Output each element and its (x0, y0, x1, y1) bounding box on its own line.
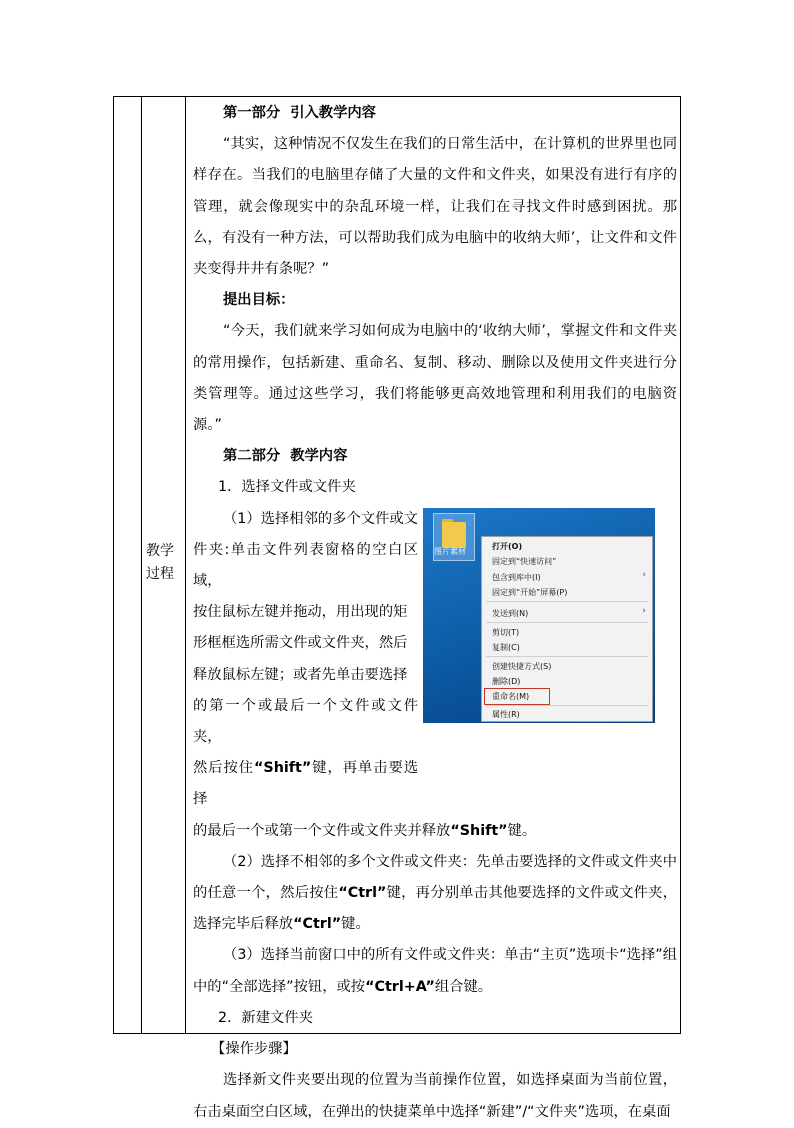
goal-heading: 提出目标： (223, 292, 295, 309)
folder-label: 图片素材 (434, 546, 466, 556)
section2-title-number: 第二部分 (223, 448, 281, 465)
item1-title: 1．选择文件或文件夹 (218, 479, 356, 496)
ctrl-key-label: “Ctrl” (293, 916, 342, 933)
folder-icon (442, 522, 466, 548)
item1-p1-line1: （1）选择相邻的多个文件或文 (223, 510, 418, 527)
menu-separator (486, 705, 648, 706)
item1-para1-wrapped (193, 504, 418, 816)
menu-item-pin-quick-access[interactable]: 固定到“快速访问” (492, 556, 557, 566)
goal-quote: “今天，我们就来学习如何成为电脑中的‘收纳大师’，掌握文件和文件夹的常用操作，包括新建、重命名、复制、移动、删除以及使用文件夹进行分类管理等。通过这些学习，我们将能够更高效地管理和利用我们的电脑资源。” (193, 323, 677, 434)
item1-p1-line6: 的第一个或最后一个文件或文件夹， (193, 697, 418, 746)
text-run: 键。 (507, 822, 537, 839)
item1-p1-tail (193, 816, 677, 847)
submenu-arrow-icon: › (642, 605, 646, 616)
text-run: 键，再单击要选择 (193, 760, 419, 808)
item1-p1-line7 (193, 753, 418, 815)
menu-item-create-shortcut[interactable]: 创建快捷方式(S) (492, 661, 552, 671)
text-run: 然后按住 (193, 760, 255, 777)
section2-title (193, 441, 677, 472)
steps-heading: 【操作步骤】 (211, 1041, 297, 1058)
table-column-divider-1 (141, 97, 142, 1033)
menu-item-copy[interactable]: 复制(C) (492, 642, 520, 652)
text-run: （2）选择不相邻的多个文件或文件夹：先单击要选择的文件或文件夹中的任意一个，然后按住 (193, 853, 677, 902)
submenu-arrow-icon: › (642, 569, 646, 580)
table-column-divider-2 (185, 97, 186, 1033)
intro-quote: “其实，这种情况不仅发生在我们的日常生活中，在计算机的世界里也同样存在。当我们的电脑里存储了大量的文件和文件夹，如果没有进行有序的管理，就会像现实中的杂乱环境一样，让我们在寻找文件时感到困扰。那么，有没有一种方法，可以帮助我们成为电脑中的收纳大师’，让文件和文件夹变得井井有条呢？” (193, 136, 677, 278)
menu-item-rename[interactable]: 重命名(M) (492, 691, 530, 701)
shift-key-label: “Shift” (450, 822, 508, 839)
context-menu-screenshot (423, 508, 655, 723)
menu-item-include-in-library[interactable]: 包含到库中(I) (492, 572, 541, 582)
item1-p1-line4: 形框框选所需文件或文件夹，然后 (193, 635, 408, 652)
menu-item-send-to[interactable]: 发送到(N) (492, 608, 529, 618)
text-run: 的最后一个或第一个文件或文件夹并释放 (193, 822, 451, 839)
menu-item-pin-start[interactable]: 固定到“开始”屏幕(P) (492, 587, 568, 597)
menu-separator (486, 601, 648, 602)
context-menu (481, 536, 653, 722)
text-run: 组合键。 (434, 978, 493, 995)
item2-title: 2．新建文件夹 (218, 1009, 313, 1026)
ctrl-key-label: “Ctrl” (338, 885, 387, 902)
item1-p1-line2: 件夹:单击文件列表窗格的空白区域， (193, 541, 418, 590)
menu-item-properties[interactable]: 属性(R) (492, 709, 520, 719)
menu-item-delete[interactable]: 删除(D) (492, 676, 521, 686)
section2-title-text: 教学内容 (290, 448, 348, 465)
section1-title (193, 98, 677, 129)
section1-title-number: 第一部分 (223, 105, 281, 121)
item1-p1-line5: 释放鼠标左键；或者先单击要选择 (193, 666, 408, 683)
content-cell (193, 98, 677, 1128)
text-run: 键，再分别单击其他要选择的文件或文件夹，选择完毕后释放 (193, 885, 678, 933)
category-label: 教学过程 (146, 543, 174, 582)
text-run: 键。 (341, 916, 370, 933)
shift-key-label: “Shift” (254, 760, 312, 777)
section1-title-text: 引入教学内容 (290, 105, 376, 121)
menu-separator (486, 656, 648, 657)
menu-separator (486, 622, 648, 623)
menu-item-open[interactable]: 打开(O) (492, 541, 523, 551)
ctrl-a-key-label: “Ctrl+A” (365, 978, 435, 995)
steps-text: 选择新文件夹要出现的位置为当前操作位置，如选择桌面为当前位置，右击桌面空白区域，在弹出的快捷菜单中选择“新建”/“文件夹”选项，在桌面 (193, 1072, 677, 1120)
menu-item-cut[interactable]: 剪切(T) (492, 627, 520, 637)
item1-p3 (193, 940, 677, 1002)
text-run: （3）选择当前窗口中的所有文件或文件夹：单击“主页”选项卡“选择”组中的“全部选择”按钮，或按 (193, 947, 677, 995)
item1-p1-line3: 按住鼠标左键并拖动，用出现的矩 (193, 604, 408, 621)
item1-p2 (193, 847, 677, 941)
